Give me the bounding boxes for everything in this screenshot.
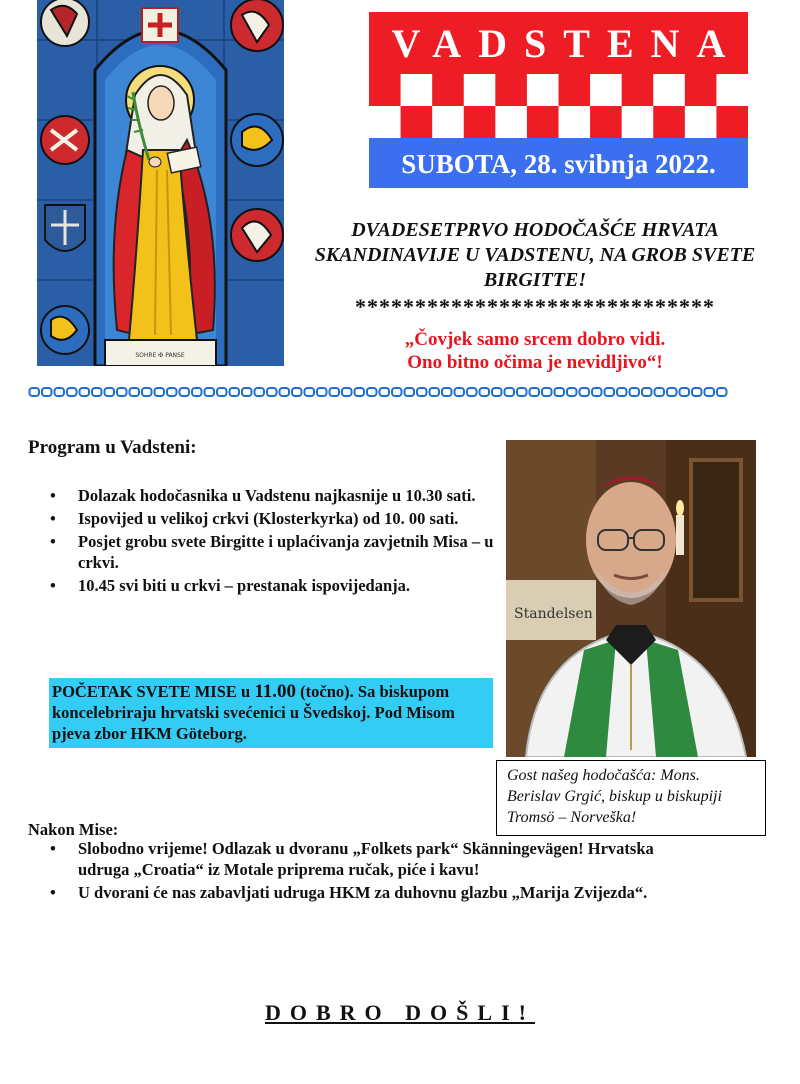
checker-square	[622, 74, 654, 106]
checkerboard-pattern	[369, 74, 748, 138]
welcome-message: DOBRO DOŠLI!	[265, 1000, 535, 1025]
divider-mark	[505, 388, 515, 396]
list-item: • U dvorani će nas zabavljati udruga HKM za duhovnu glazbu „Marija Zvijezda“.	[50, 883, 648, 902]
ornament-divider	[28, 385, 728, 399]
banner-date-bar	[369, 138, 748, 188]
divider-mark	[55, 388, 65, 396]
quote-line-2: Ono bitno očima je nevidljivo“!	[407, 352, 663, 373]
divider-mark	[267, 388, 277, 396]
pilgrimage-headline: DVADESETPRVO HODOČAŠĆE HRVATA SKANDINAVIJE U VADSTENU, NA GROB SVETE BIRGITTE!	[314, 219, 756, 291]
divider-mark	[292, 388, 302, 396]
divider-mark	[205, 388, 215, 396]
divider-mark	[555, 388, 565, 396]
divider-mark	[192, 388, 202, 396]
divider-mark	[155, 388, 165, 396]
divider-mark	[567, 388, 577, 396]
program-list	[28, 485, 498, 598]
divider-mark	[717, 388, 727, 396]
divider-mark	[80, 388, 90, 396]
divider-mark	[280, 388, 290, 396]
bullet-icon: •	[50, 532, 56, 551]
divider-mark	[692, 388, 702, 396]
divider-mark	[405, 388, 415, 396]
divider-mark	[542, 388, 552, 396]
after-mass-list	[28, 838, 688, 905]
star-separator: ******************************	[355, 294, 715, 319]
divider-mark	[342, 388, 352, 396]
divider-mark	[130, 388, 140, 396]
checker-square	[559, 74, 591, 106]
mass-time: 11.00	[254, 681, 297, 702]
divider-mark	[380, 388, 390, 396]
divider-mark	[217, 388, 227, 396]
checker-square	[716, 106, 748, 138]
divider-mark	[630, 388, 640, 396]
divider-mark	[580, 388, 590, 396]
divider-mark	[417, 388, 427, 396]
banner-title-bar	[369, 12, 748, 74]
divider-mark	[455, 388, 465, 396]
divider-mark	[305, 388, 315, 396]
divider-mark	[655, 388, 665, 396]
list-item: • Ispovijed u velikoj crkvi (Klosterkyrka) od 10. 00 sati.	[50, 509, 459, 528]
divider-mark	[355, 388, 365, 396]
svg-text:Standelsen: Standelsen	[514, 606, 593, 622]
divider-mark	[492, 388, 502, 396]
bullet-icon: •	[50, 576, 56, 595]
divider-mark	[680, 388, 690, 396]
photo-caption: Gost našeg hodočašća: Mons. Berislav Grgić, biskup u biskupiji Tromsö – Norveška!	[496, 760, 766, 836]
divider-mark	[442, 388, 452, 396]
quote-line-1: „Čovjek samo srcem dobro vidi.	[404, 329, 666, 350]
checker-square	[432, 74, 464, 106]
bullet-icon: •	[50, 883, 56, 902]
program-heading: Program u Vadsteni:	[28, 437, 197, 458]
checker-square	[590, 106, 622, 138]
checker-square	[369, 74, 401, 106]
quote	[300, 328, 770, 374]
list-item: • Posjet grobu svete Birgitte i uplaćivanja zavjetnih Misa – u crkvi.	[50, 532, 494, 572]
divider-mark	[367, 388, 377, 396]
divider-mark	[142, 388, 152, 396]
divider-mark	[180, 388, 190, 396]
divider-mark	[67, 388, 77, 396]
divider-mark	[392, 388, 402, 396]
vadstena-banner	[369, 12, 748, 188]
checker-square	[527, 106, 559, 138]
divider-mark	[467, 388, 477, 396]
list-item: • Dolazak hodočasnika u Vadstenu najkasnije u 10.30 sati.	[50, 486, 476, 505]
divider-mark	[667, 388, 677, 396]
svg-text:SOHRE ✠ PANSE: SOHRE ✠ PANSE	[135, 352, 185, 359]
checker-square	[401, 106, 433, 138]
bullet-icon: •	[50, 509, 56, 528]
divider-mark	[317, 388, 327, 396]
divider-mark	[42, 388, 52, 396]
divider-mark	[105, 388, 115, 396]
divider-mark	[617, 388, 627, 396]
divider-mark	[230, 388, 240, 396]
divider-mark	[430, 388, 440, 396]
divider-mark	[242, 388, 252, 396]
checker-square	[464, 106, 496, 138]
checker-square	[653, 106, 685, 138]
saint-birgitta-stained-glass	[37, 0, 284, 366]
divider-mark	[530, 388, 540, 396]
bullet-icon: •	[50, 839, 56, 858]
divider-mark	[592, 388, 602, 396]
bullet-icon: •	[50, 486, 56, 505]
divider-mark	[255, 388, 265, 396]
mass-info-box: POČETAK SVETE MISE u 11.00 (točno). Sa biskupom koncelebriraju hrvatski svećenici u Švedskoj. Pod Misom pjeva zbor HKM Göteborg.	[49, 678, 493, 748]
divider-mark	[117, 388, 127, 396]
list-item: • Slobodno vrijeme! Odlazak u dvoranu „Folkets park“ Skänningevägen! Hrvatska udruga „Croatia“ iz Motale priprema ručak, piće i kavu!	[50, 839, 654, 879]
divider-mark	[517, 388, 527, 396]
checker-square	[495, 74, 527, 106]
list-item: • 10.45 svi biti u crkvi – prestanak ispovijedanja.	[50, 576, 411, 595]
bishop-photo	[506, 440, 756, 757]
after-mass-heading: Nakon Mise:	[28, 820, 119, 839]
divider-mark	[330, 388, 340, 396]
event-date: SUBOTA, 28. svibnja 2022.	[401, 149, 716, 179]
divider-mark	[92, 388, 102, 396]
divider-mark	[480, 388, 490, 396]
divider-mark	[605, 388, 615, 396]
divider-mark	[705, 388, 715, 396]
divider-mark	[167, 388, 177, 396]
divider-mark	[642, 388, 652, 396]
checker-square	[685, 74, 717, 106]
cross-icon	[142, 8, 178, 42]
divider-mark	[30, 388, 40, 396]
banner-title: VADSTENA	[391, 21, 743, 66]
